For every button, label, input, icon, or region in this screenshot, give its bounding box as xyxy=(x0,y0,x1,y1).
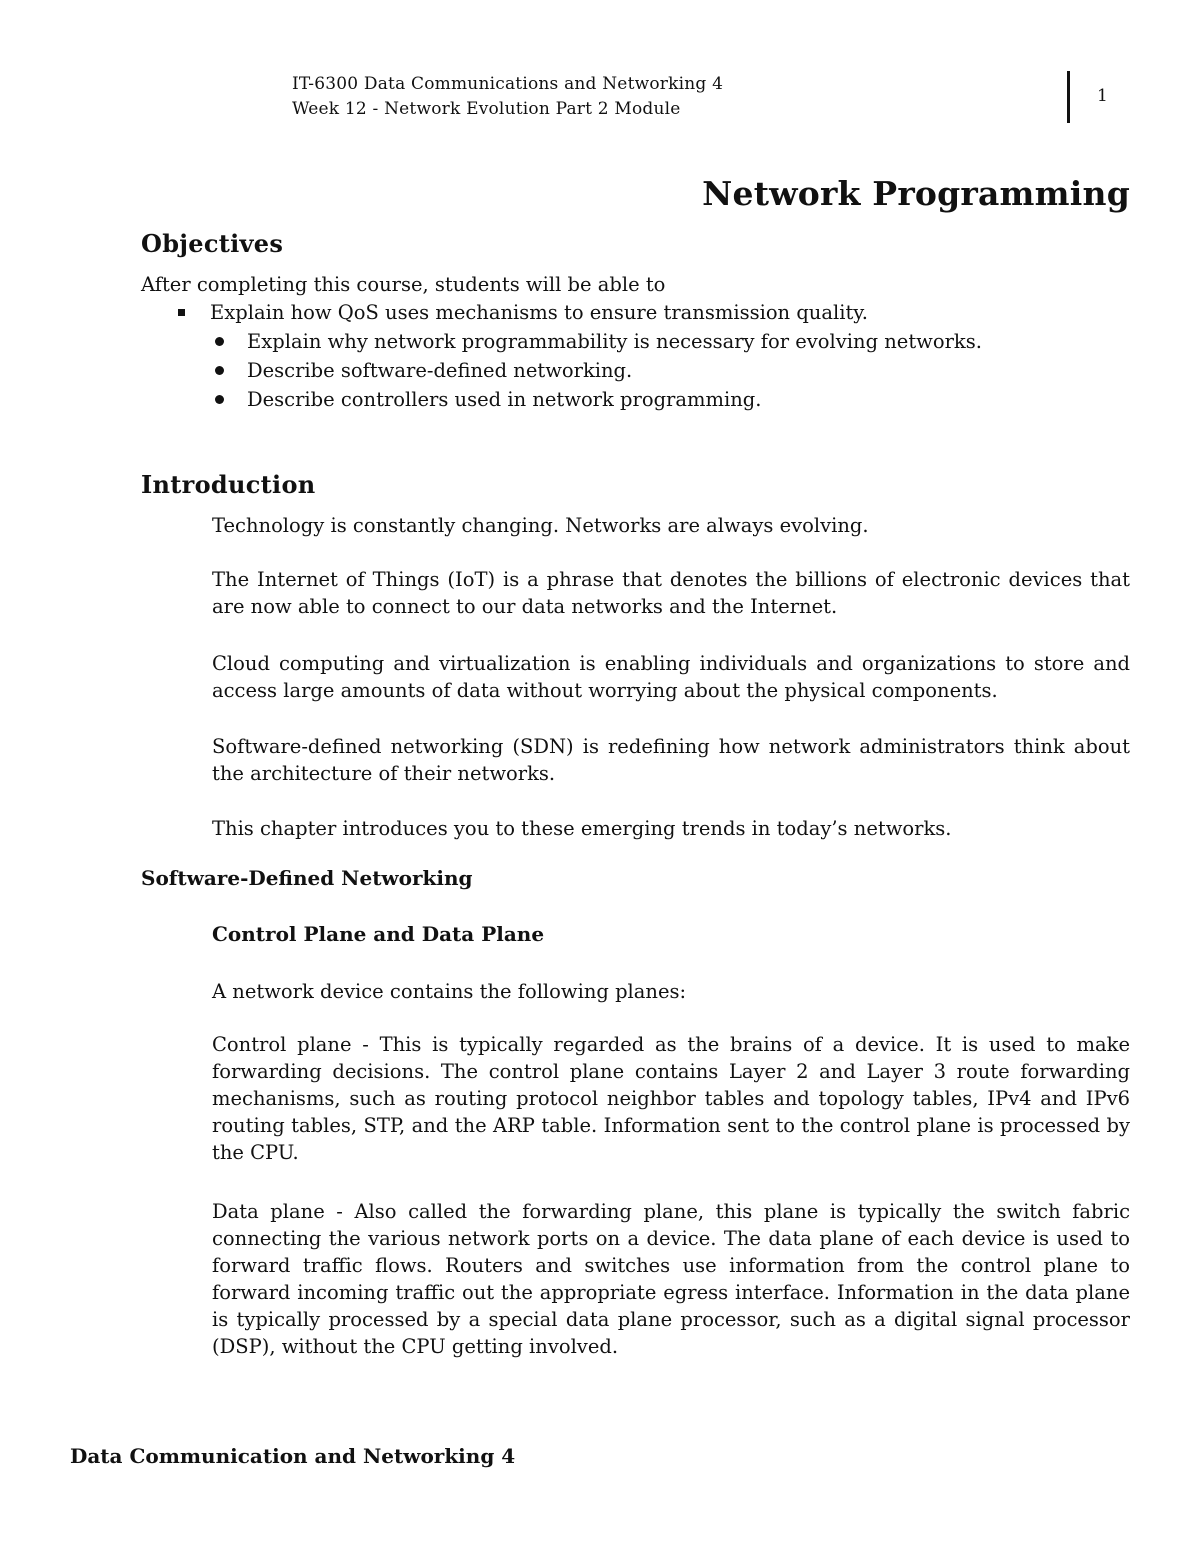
objective-item: Describe controllers used in network programming. xyxy=(212,385,982,414)
intro-paragraph: Software-defined networking (SDN) is redefining how network administrators think about the architecture of their networks. xyxy=(212,735,1130,785)
objective-item: Explain why network programmability is necessary for evolving networks. xyxy=(212,327,982,356)
data-plane-paragraph: Data plane - Also called the forwarding plane, this plane is typically the switch fabric connecting the various network ports on a device. The data plane of each device is used to forward traffic flows. Routers and switches use information from the control plane to forward incoming traffic out the appropriate egress interface. Information in the data plane is typically processed by a special data plane processor, such as a digital signal processor (DSP), without the CPU getting involved. xyxy=(212,1200,1130,1358)
sdn-lead: A network device contains the following planes: xyxy=(212,980,687,1003)
sdn-heading: Software-Defined Networking xyxy=(141,866,473,890)
intro-paragraph: This chapter introduces you to these emerging trends in today’s networks. xyxy=(212,817,952,840)
objective-item: Explain how QoS uses mechanisms to ensure transmission quality. xyxy=(175,298,868,327)
page-footer: Data Communication and Networking 4 xyxy=(70,1444,516,1468)
intro-paragraph: Technology is constantly changing. Networks are always evolving. xyxy=(212,514,869,537)
objective-item: Describe software-defined networking. xyxy=(212,356,982,385)
control-plane-paragraph: Control plane - This is typically regarded as the brains of a device. It is used to make forwarding decisions. The control plane contains Layer 2 and Layer 3 route forwarding mechanisms, such as routing protocol neighbor tables and topology tables, IPv4 and IPv6 routing tables, STP, and the ARP table. Information sent to the control plane is processed by the CPU. xyxy=(212,1033,1130,1164)
intro-paragraph: The Internet of Things (IoT) is a phrase that denotes the billions of electronic devices that are now able to connect to our data networks and the Internet. xyxy=(212,568,1130,618)
objectives-heading: Objectives xyxy=(141,229,284,258)
objectives-list-square xyxy=(175,298,868,327)
header-divider xyxy=(1067,71,1070,123)
objectives-list xyxy=(212,327,982,414)
page-title: Network Programming xyxy=(702,174,1130,213)
sdn-subheading: Control Plane and Data Plane xyxy=(212,922,545,946)
page-number: 1 xyxy=(1097,86,1108,106)
header-course-line: IT-6300 Data Communications and Networking 4 xyxy=(292,74,724,94)
introduction-heading: Introduction xyxy=(141,470,316,499)
objectives-intro: After completing this course, students will be able to xyxy=(141,273,666,296)
header-week-line: Week 12 - Network Evolution Part 2 Module xyxy=(292,99,681,119)
intro-paragraph: Cloud computing and virtualization is enabling individuals and organizations to store and access large amounts of data without worrying about the physical components. xyxy=(212,652,1130,702)
